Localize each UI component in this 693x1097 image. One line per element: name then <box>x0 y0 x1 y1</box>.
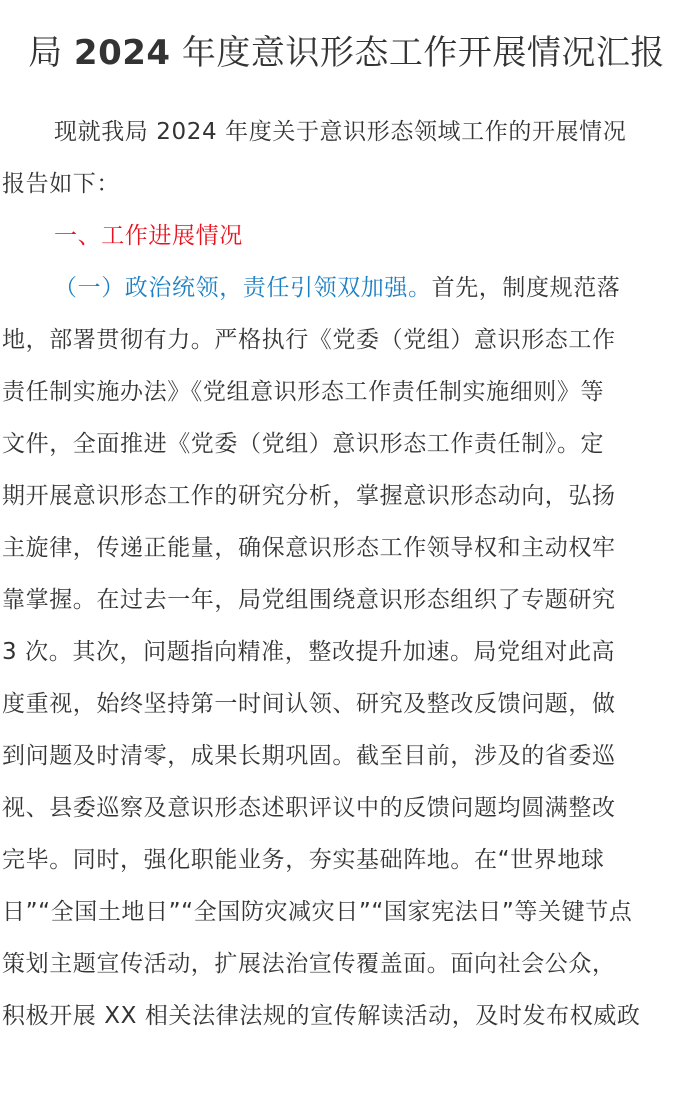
paragraph-first-line-text: 首先，制度规范落 <box>431 275 621 301</box>
paragraph-line: 完毕。同时，强化职能业务，夯实基础阵地。在“世界地球 <box>2 847 605 873</box>
paragraph-line: 期开展意识形态工作的研究分析，掌握意识形态动向，弘扬 <box>2 483 616 509</box>
paragraph-line: 积极开展 XX 相关法律法规的宣传解读活动，及时发布权威政 <box>2 1003 641 1029</box>
paragraph-first-line <box>2 262 691 314</box>
section-heading: 一、工作进展情况 <box>54 223 243 249</box>
document-title <box>0 30 693 76</box>
paragraph-line: 主旋律，传递正能量，确保意识形态工作领导权和主动权牢 <box>2 535 616 561</box>
paragraph-line: 3 次。其次，问题指向精准，整改提升加速。局党组对此高 <box>2 639 616 665</box>
intro-line-2: 报告如下： <box>2 171 120 197</box>
title-year: 2024 <box>73 33 171 73</box>
paragraph-line: 策划主题宣传活动，扩展法治宣传覆盖面。面向社会公众， <box>2 951 616 977</box>
paragraph-line: 地，部署贯彻有力。严格执行《党委（党组）意识形态工作 <box>2 327 616 353</box>
subheading: （一）政治统领，责任引领双加强。 <box>54 275 432 301</box>
paragraph-line: 到问题及时清零，成果长期巩固。截至目前，涉及的省委巡 <box>2 743 616 769</box>
paragraph-line: 文件，全面推进《党委（党组）意识形态工作责任制》。定 <box>2 431 605 457</box>
intro-line-1: 现就我局 2024 年度关于意识形态领域工作的开展情况 <box>54 119 627 145</box>
paragraph-line: 责任制实施办法》《党组意识形态工作责任制实施细则》等 <box>2 379 605 405</box>
paragraph-line: 度重视，始终坚持第一时间认领、研究及整改反馈问题，做 <box>2 691 616 717</box>
paragraph-line: 靠掌握。在过去一年，局党组围绕意识形态组织了专题研究 <box>2 587 616 613</box>
title-suffix: 年度意识形态工作开展情况汇报 <box>181 33 665 73</box>
paragraph-line: 日”“全国土地日”“全国防灾减灾日”“国家宪法日”等关键节点 <box>2 899 633 925</box>
document-body <box>2 106 691 1042</box>
title-prefix: 局 <box>28 33 63 73</box>
paragraph-line: 视、县委巡察及意识形态述职评议中的反馈问题均圆满整改 <box>2 795 616 821</box>
